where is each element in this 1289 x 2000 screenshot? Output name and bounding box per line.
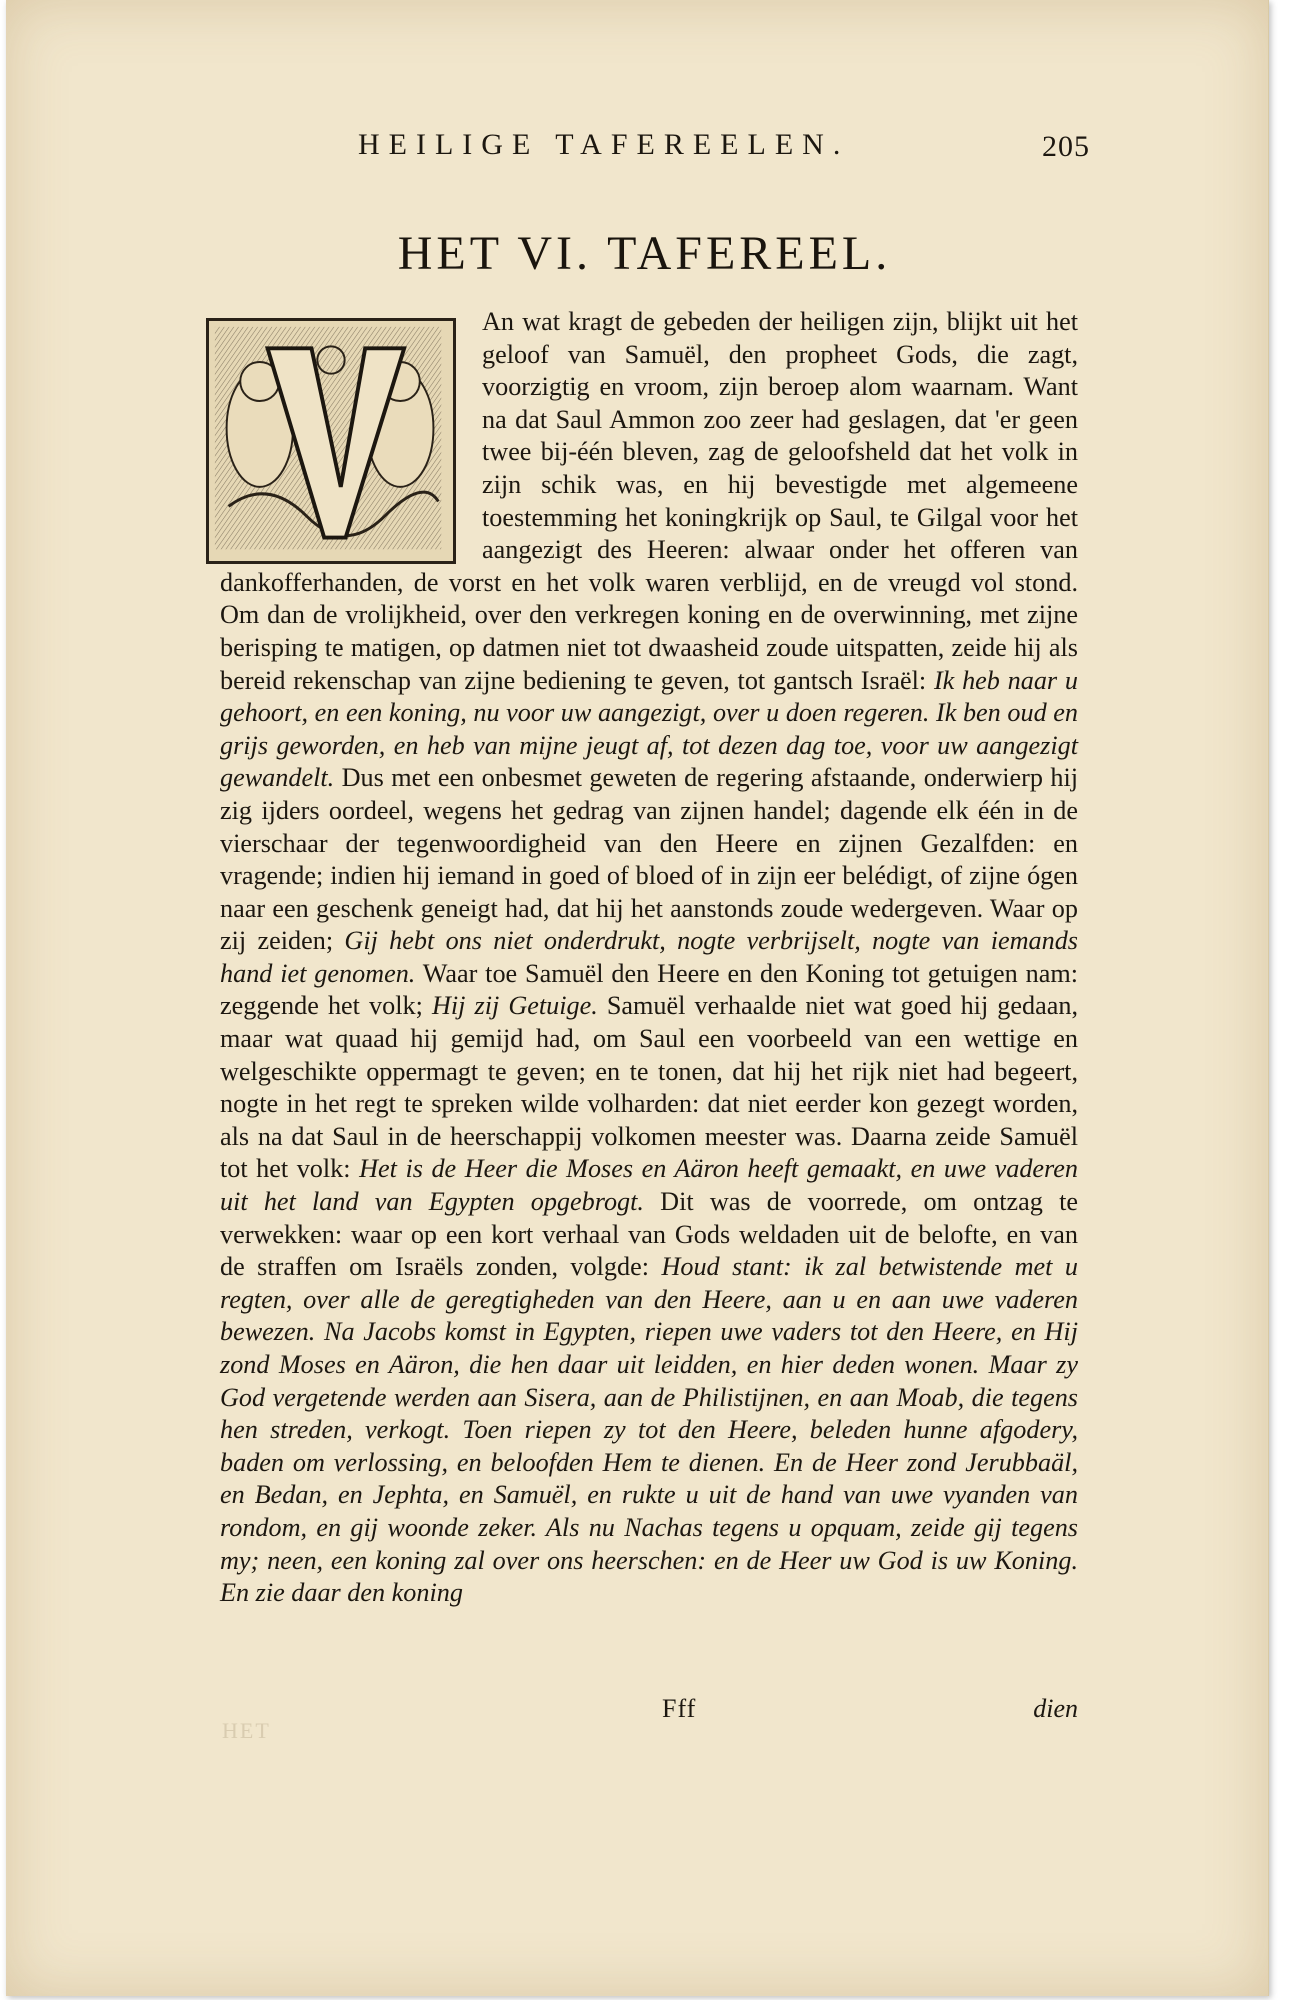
catchword: dien [1033, 1694, 1078, 1723]
body-run-italic: Ik heb naar u gehoort, en een koning, nu voor uw aangezigt, over u doen regeren. Ik ben oud en grijs geworden, en heb van mijne jeugt af, tot dezen dag toe, voor uw aangezigt gewandelt. [220, 665, 1078, 793]
body-run: Samuël verhaalde niet wat goed hij gedaan, maar wat quaad hij gemijd had, om Saul een voorbeeld van een wettige en welgeschikte oppermagt te geven; en te tonen, dat hij het rijk niet had begeert, nogte in het regt te spreken wilde volharden: dat niet eerder kon gezegt worden, als na dat Saul in de heerschappij volkomen meester was. Daarna zeide Samuël tot het volk: [220, 991, 1079, 1184]
body-run: An wat kragt de gebeden der heiligen zijn, blijkt uit het geloof van Samuël, den propheet Gods, die zagt, voorzigtig en vroom, zijn beroep alom waarnam. Want na dat Saul Ammon zoo zeer had geslagen, dat 'er geen twee bij-één bleven, zag de geloofsheld dat het volk in zijn schik was, en hij bevestigde met algemeene toestemming het koningkrijk op Saul, te Gilgal voor het aangezigt des Heeren: alwaar onder het offeren van dankofferhanden, de vorst en het volk waren verblijd, en de vreugd vol stond. Om dan de vrolijkheid, over den verkregen koning en de overwinning, met zijne berisping te matigen, op datmen niet tot dwaasheid zoude uitspatten, zeide hij als bereid rekenschap van zijne bediening te geven, tot gantsch Israël: [220, 307, 1078, 695]
body-run-italic: En zie daar den koning [220, 1578, 463, 1608]
signature-mark: Fff [662, 1694, 697, 1723]
body-run: Dit was de voorrede, om ontzag te verwekken: waar op een kort verhaal van Gods weldaden uit de belofte, en van de straffen om Israëls zonden, volgde: [220, 1187, 1078, 1282]
body-text [220, 306, 1078, 1610]
body-run: Waar toe Samuël den Heere en den Koning tot getuigen nam: zeggende het volk; [220, 958, 1078, 1021]
body-run: Dus met een onbesmet geweten de regering afstaande, onderwierp hij zig ijders oordeel, wegens het gedrag van zijnen handel; dagende elk één in de vierschaar der tegenwoordigheid van den Heere en zijnen Gezalfden: en vragende; indien hij iemand in goed of bloed of in zijn eer belédigt, of zijne ógen naar een geschenk geneigt had, dat hij het aanstonds zoude wedergeven. Waar op zij zeiden; [220, 763, 1078, 956]
page-header [340, 128, 1100, 168]
page-footer [220, 1694, 1078, 1730]
page-number: 205 [1042, 130, 1090, 163]
chapter-title: HET VI. TAFEREEL. [397, 227, 892, 280]
show-through-text: HET [222, 1718, 271, 1743]
running-title: HEILIGE TAFEREELEN. [358, 128, 850, 161]
body-run-italic: Hij zij Getuige. [431, 991, 598, 1021]
body-run-italic: Het is de Heer die Moses en Aäron heeft gemaakt, en uwe vaderen uit het land van Egypten opgebrogt. [220, 1154, 1078, 1217]
body-run-italic: Houd stant: ik zal betwistende met u regten, over alle de geregtigheden van den Heere, aan u en aan uwe vaderen bewezen. Na Jacobs komst in Egypten, riepen uwe vaders tot den Heere, en Hij zond Moses en Aäron, die hen daar uit leidden, en hier deden wonen. Maar zy God vergetende werden aan Sisera, aan de Philistijnen, en aan Moab, die tegens hen streden, verkogt. Toen riepen zy tot den Heere, beleden hunne afgodery, baden om verlossing, en beloofden Hem te dienen. En de Heer zond Jerubbaäl, en Bedan, en Jephta, en Samuël, en rukte u uit de hand van uwe vyanden van rondom, en gij woonde zeker. Als nu Nachas tegens u opquam, zeide gij tegens my; neen, een koning zal over ons heerschen: en de Heer uw God is uw Koning. [220, 1252, 1078, 1575]
initial-spacer [220, 306, 470, 566]
body-run-italic: Gij hebt ons niet onderdrukt, nogte verbrijselt, nogte van iemands hand iet genomen. [220, 926, 1078, 988]
